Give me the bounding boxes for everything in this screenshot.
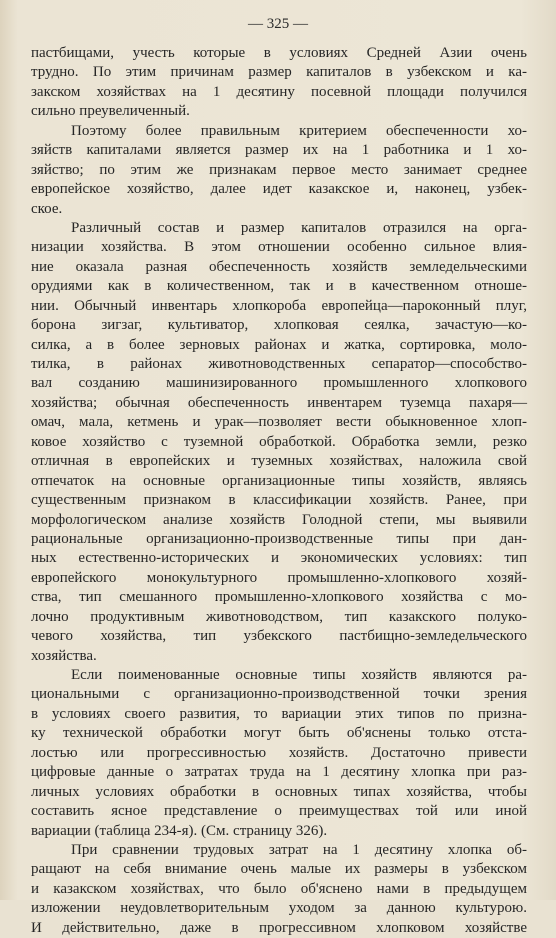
text-line: изложении неудовлетворительным уходом за данною культурою. [31, 900, 527, 917]
text-line: низации хозяйства. В этом отношении особенно сильное влия- [31, 239, 527, 256]
text-line: ращают на себя внимание очень малые их размеры в узбекском [31, 861, 527, 878]
text-line: вариации (таблица 234-я). (См. страницу 326). [31, 822, 328, 839]
text-line: омач, мала, кетмень и урак—позволяет вести обыкновенное хлоп- [31, 414, 527, 431]
text-line: европейское хозяйство, далее идет казакское и, наконец, узбек- [31, 181, 527, 198]
text-line: личных условиях обработки в основных типах хозяйства, чтобы [31, 783, 527, 800]
text-line: чевого хозяйства, тип узбекского пастбищно-земледельческого [31, 628, 527, 645]
text-line: цифровые данные о затратах труда на 1 десятину хлопка при раз- [31, 764, 527, 781]
text-line: И действительно, даже в прогрессивном хлопковом хозяйстве [31, 919, 527, 936]
text-line: хозяйства; обычная обеспеченность инвентарем туземца пахаря— [31, 394, 527, 411]
text-line: отличная в европейских и туземных хозяйствах, наложила свой [31, 453, 527, 470]
text-line: циональными с организационно-производственной точки зрения [31, 686, 527, 703]
text-line: существенным признаком в классификации хозяйств. Ранее, при [31, 492, 527, 509]
text-line: При сравнении трудовых затрат на 1 десятину хлопка об- [71, 841, 527, 858]
paragraph [31, 666, 527, 841]
text-line: составить ясное представление о преимуществах той или иной [31, 803, 527, 820]
text-line: и казакском хозяйствах, что было об'яснено нами в предыдущем [31, 880, 527, 897]
text-line: ства, тип смешанного промышленно-хлопкового хозяйства с мо- [31, 589, 527, 606]
text-line: морфологическом анализе хозяйств Голодной степи, мы выявили [31, 511, 527, 528]
text-line: ние оказала разная обеспеченность хозяйств земледельческими [31, 258, 527, 275]
text-line: трудно. По этим причинам размер капиталов в узбекском и ка- [31, 64, 527, 81]
text-line: сильно преувеличенный. [31, 103, 190, 120]
text-line: в условиях своего развития, то вариации этих типов по призна- [31, 705, 527, 722]
text-line: ковое хозяйство с туземной обработкой. Обработка земли, резко [31, 433, 527, 450]
text-line: вал созданию машинизированного промышленного хлопкового [31, 375, 527, 392]
text-line: хозяйства. [31, 647, 97, 664]
text-line: отпечаток на основные организационные типы хозяйств, являясь [31, 472, 527, 489]
text-line: Различный состав и размер капиталов отразился на орга- [71, 219, 527, 236]
text-line: ных естественно-исторических и экономических условиях: тип [31, 550, 527, 567]
text-line: Если поименованные основные типы хозяйств являются ра- [71, 667, 527, 683]
paragraph [31, 841, 527, 938]
text-line: борона зигзаг, культиватор, хлопковая сеялка, зачастую—ко- [31, 317, 527, 334]
text-line: силка, а в более зерновых районах и жатка, сортировка, моло- [31, 336, 527, 353]
text-line: ское. [31, 200, 63, 217]
text-line: лостью или прогрессивностью хозяйств. Достаточно привести [31, 744, 527, 761]
text-line: Поэтому более правильным критерием обеспеченности хо- [71, 122, 527, 139]
text-line: лочно продуктивным животноводством, тип казакского полуко- [31, 608, 527, 625]
text-line: тилка, в районах животноводственных сепаратор—способство- [31, 356, 527, 372]
text-line: зяйство; по этим же признакам первое место занимает среднее [31, 161, 527, 178]
paragraph [31, 44, 527, 122]
text-line: рациональные организационно-производственные типы при дан- [31, 530, 527, 547]
text-line: нии. Обычный инвентарь хлопкороба европейца—пароконный плуг, [31, 297, 527, 314]
page-number: — 325 — [248, 16, 308, 32]
text-line: европейского монокультурного промышленно-хлопкового хозяй- [31, 569, 527, 586]
paragraph [31, 122, 527, 219]
paragraph [31, 219, 527, 666]
text-line: пастбищами, учесть которые в условиях Средней Азии очень [31, 45, 527, 61]
body-text [31, 44, 527, 938]
text-line: зяйств капиталами является размер их на 1 работника и 1 хо- [31, 142, 527, 159]
text-line: орудиями как в количественном, так и в качественном отноше- [31, 278, 527, 295]
text-line: ку технической обработки могут быть об'яснены только отста- [31, 725, 527, 742]
text-line: закском хозяйствах на 1 десятину посевной площади получился [31, 83, 527, 100]
